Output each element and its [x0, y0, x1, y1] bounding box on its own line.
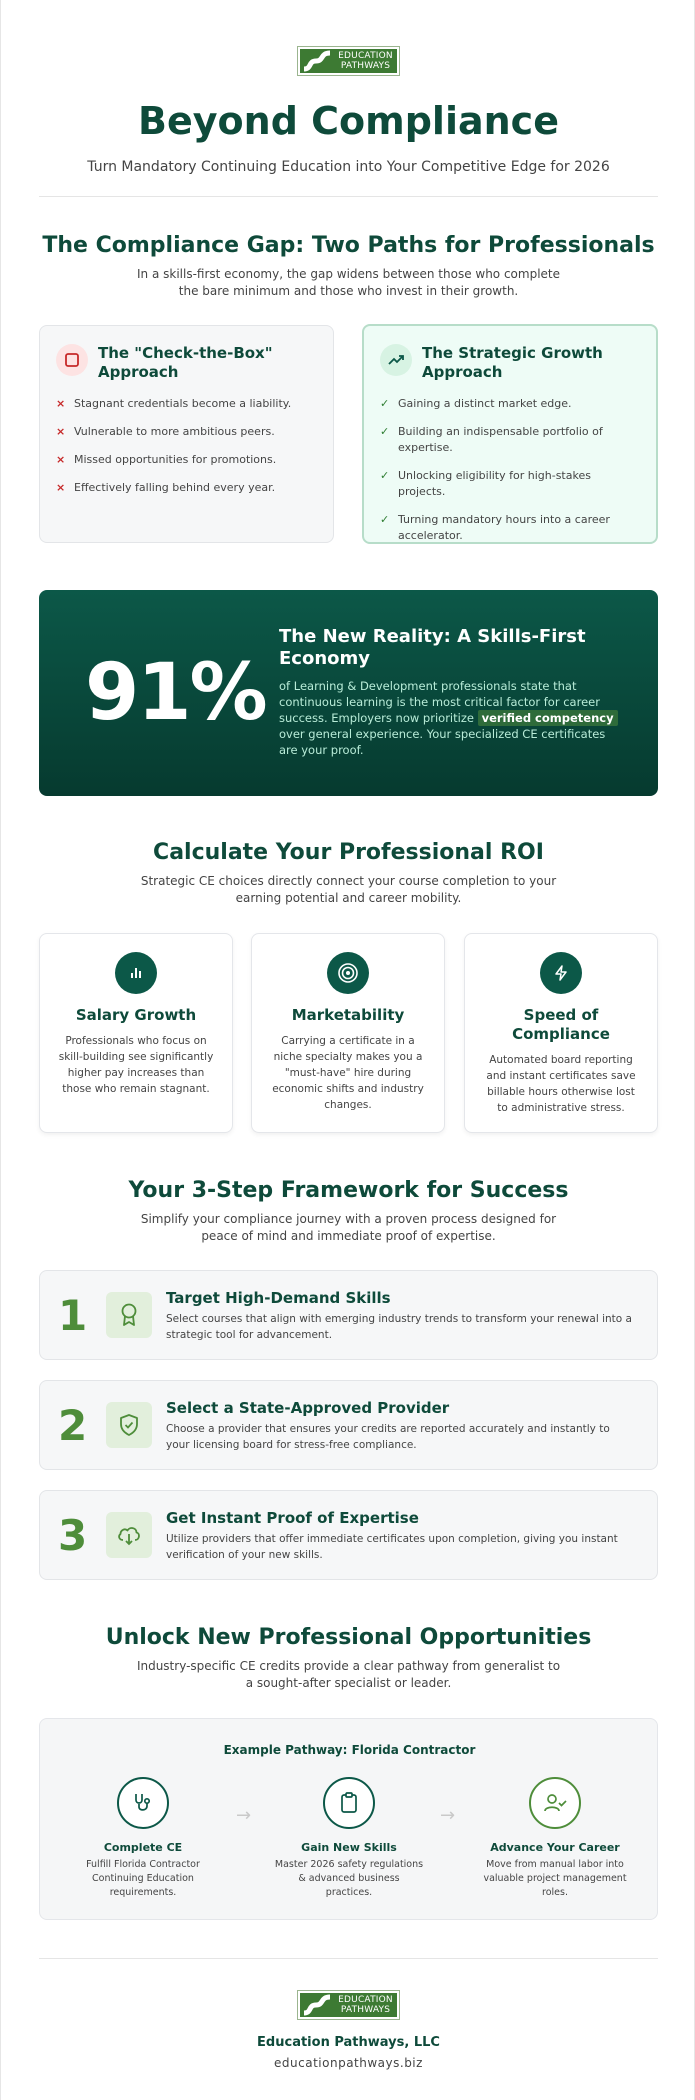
logo-line-2: PATHWAYS [340, 2005, 391, 2015]
divider [39, 196, 658, 197]
pathway-title: Example Pathway: Florida Contractor [223, 1743, 476, 1757]
pathway-step-text: Master 2026 safety regulations & advanced business practices. [274, 1859, 424, 1898]
roi-card-title: Marketability [291, 1006, 405, 1024]
road-logo-icon [300, 49, 334, 73]
roi-card-text: Professionals who focus on skill-building see significantly higher pay increases than those who remain stagnant. [58, 1035, 214, 1095]
bar-chart-icon [115, 952, 157, 994]
opportunities-description: Industry-specific CE credits provide a clear pathway from generalist to a sought-after specialist or leader. [136, 1659, 561, 1690]
step-text: Utilize providers that offer immediate certificates upon completion, giving you instant verification of your new skills. [166, 1533, 618, 1561]
step-text: Choose a provider that ensures your credits are reported accurately and instantly to your licensing board for stress-free compliance. [166, 1423, 610, 1451]
user-check-icon [529, 1777, 581, 1829]
arrow-right-icon: → [440, 1805, 456, 1826]
roi-card-title: Salary Growth [75, 1006, 197, 1024]
step-number: 1 [58, 1291, 88, 1340]
roi-card-salary [39, 933, 233, 1133]
pathway-step-title: Complete CE [103, 1841, 183, 1854]
cloud-download-icon [106, 1512, 152, 1558]
list-item: ✓ Turning mandatory hours into a career accelerator. [380, 513, 610, 542]
step-text: Select courses that align with emerging industry trends to transform your renewal into a strategic tool for advancement. [166, 1313, 632, 1341]
lightning-icon [540, 952, 582, 994]
strategic-growth-title: The Strategic Growth Approach [422, 344, 603, 381]
list-item: × Effectively falling behind every year. [56, 481, 276, 494]
logo-line-1: EDUCATION [338, 51, 393, 61]
list-item: ✓ Building an indispensable portfolio of expertise. [380, 425, 603, 454]
stat-91-percent: 91% [85, 648, 266, 738]
step-title: Select a State-Approved Provider [166, 1399, 450, 1417]
arrow-right-icon: → [236, 1805, 252, 1826]
banner-title: The New Reality: A Skills-First Economy [279, 626, 586, 669]
gap-title: The Compliance Gap: Two Paths for Professionals [42, 233, 655, 258]
opportunities-title: Unlock New Professional Opportunities [105, 1625, 592, 1650]
stop-square-icon [56, 344, 88, 376]
step-title: Get Instant Proof of Expertise [166, 1509, 419, 1527]
pathway-step-title: Gain New Skills [301, 1841, 397, 1854]
roi-card-marketability [251, 933, 445, 1133]
step-title: Target High-Demand Skills [166, 1289, 391, 1307]
highlight-verified-competency: verified competency [478, 710, 618, 726]
roi-description: Strategic CE choices directly connect your course completion to your earning potential and career mobility. [140, 874, 557, 905]
stethoscope-icon [117, 1777, 169, 1829]
strategic-growth-list [380, 396, 640, 544]
list-item: ✓ Gaining a distinct market edge. [380, 397, 572, 410]
list-item: × Stagnant credentials become a liability. [56, 397, 292, 410]
roi-card-speed [464, 933, 658, 1133]
company-name: Education Pathways, LLC [257, 2035, 440, 2050]
brand-logo [297, 46, 400, 76]
list-item: ✓ Unlocking eligibility for high-stakes projects. [380, 469, 591, 498]
step-card-2 [39, 1380, 658, 1470]
company-website[interactable]: educationpathways.biz [274, 2056, 423, 2070]
shield-check-icon [106, 1402, 152, 1448]
step-number: 2 [58, 1401, 88, 1450]
trend-up-icon [380, 344, 412, 376]
skills-first-banner [39, 590, 658, 796]
framework-title: Your 3-Step Framework for Success [128, 1178, 569, 1203]
logo-line-1: EDUCATION [338, 1995, 393, 2005]
pathway-step-title: Advance Your Career [490, 1841, 620, 1854]
framework-description: Simplify your compliance journey with a proven process designed for peace of mind and immediate proof of expertise. [140, 1212, 557, 1243]
roi-card-text: Automated board reporting and instant certificates save billable hours otherwise lost to administrative stress. [486, 1054, 636, 1114]
list-item: × Missed opportunities for promotions. [56, 453, 277, 466]
roi-section-header [1, 840, 695, 907]
opportunities-section-header [1, 1625, 695, 1692]
pathway-step-complete-ce [68, 1777, 218, 1900]
page-title: Beyond Compliance [138, 99, 559, 143]
step-card-1 [39, 1270, 658, 1360]
roi-title: Calculate Your Professional ROI [153, 840, 544, 865]
pathway-step-text: Fulfill Florida Contractor Continuing Education requirements. [86, 1859, 200, 1898]
pathway-step-advance-career [480, 1777, 630, 1900]
footer-logo [297, 1990, 400, 2020]
award-icon [106, 1292, 152, 1338]
logo-line-2: PATHWAYS [340, 61, 391, 71]
check-the-box-list [56, 396, 317, 496]
page-header [1, 46, 695, 175]
check-the-box-title: The "Check-the-Box" Approach [98, 344, 273, 381]
banner-text: of Learning & Development professionals state that continuous learning is the most critical factor for career success. Employers now prioritize verified competency over general experience. Your specialized CE certificates are your proof. [279, 678, 619, 758]
step-card-3 [39, 1490, 658, 1580]
divider [39, 1958, 658, 1959]
list-item: × Vulnerable to more ambitious peers. [56, 425, 275, 438]
gap-description: In a skills-first economy, the gap widens between those who complete the bare minimum and those who invest in their growth. [136, 267, 561, 298]
check-the-box-card [39, 325, 334, 543]
pathway-step-gain-skills [274, 1777, 424, 1900]
roi-card-title: Speed of Compliance [512, 1006, 610, 1043]
gap-section-header [1, 233, 695, 300]
roi-card-text: Carrying a certificate in a niche specialty makes you a "must-have" hire during economic shifts and industry changes. [272, 1035, 424, 1111]
target-icon [327, 952, 369, 994]
strategic-growth-card [362, 324, 658, 544]
pathway-step-text: Move from manual labor into valuable project management roles. [483, 1859, 627, 1898]
page-footer [1, 1990, 695, 2070]
page-subtitle: Turn Mandatory Continuing Education into Your Competitive Edge for 2026 [87, 159, 610, 175]
florida-contractor-pathway [39, 1718, 658, 1920]
clipboard-icon [323, 1777, 375, 1829]
road-logo-icon [300, 1993, 334, 2017]
step-number: 3 [58, 1511, 88, 1560]
framework-section-header [1, 1178, 695, 1245]
